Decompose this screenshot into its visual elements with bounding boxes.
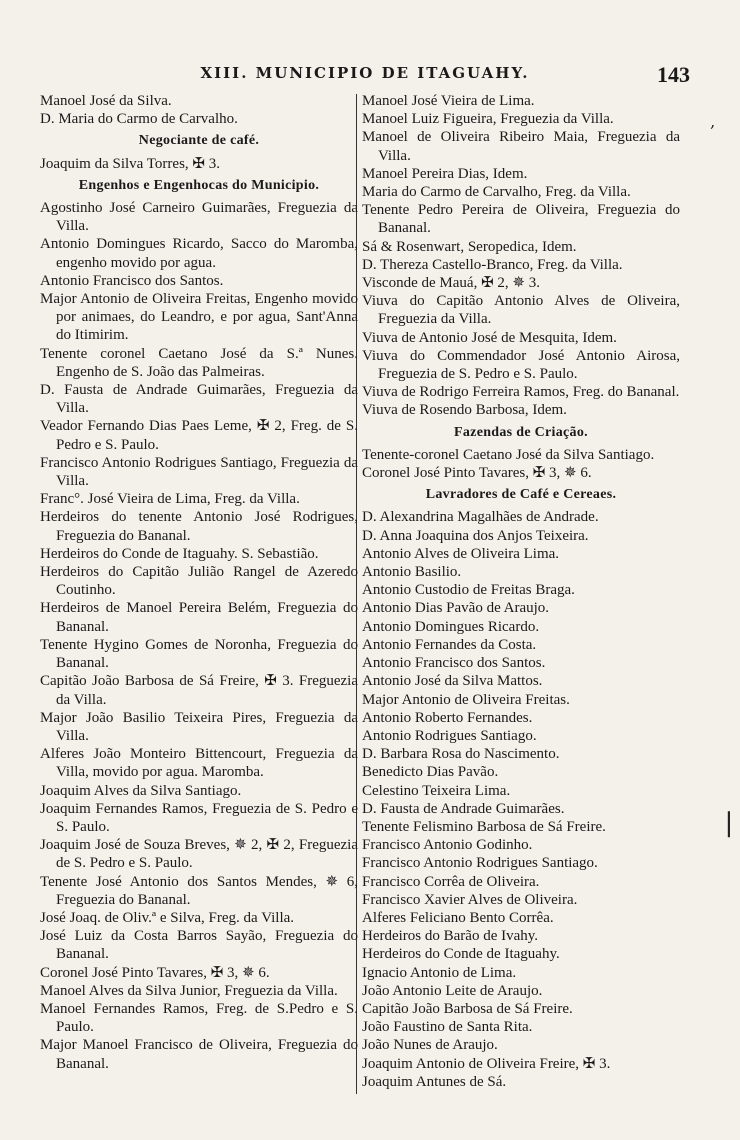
page-header <box>40 62 690 88</box>
list-entry: Joaquim Antonio de Oliveira Freire, ✠ 3. <box>362 1055 611 1072</box>
list-entry: Antonio Domingues Ricardo. <box>362 618 540 635</box>
list-entry: João Faustino de Santa Rita. <box>362 1019 533 1036</box>
list-entry: Manoel de Oliveira Ribeiro Maia, Freguezia da Villa. <box>362 129 680 164</box>
section-heading: Negociante de café. <box>138 133 260 149</box>
list-entry: Herdeiros do Capitão Julião Rangel de Azeredo Coutinho. <box>40 564 358 599</box>
list-entry: Joaquim José de Souza Breves, ✵ 2, ✠ 2, Freguezia de S. Pedro e S. Paulo. <box>40 837 358 872</box>
list-entry: Joaquim da Silva Torres, ✠ 3. <box>40 155 220 172</box>
list-entry: D. Fausta de Andrade Guimarães, Freguezia da Villa. <box>40 382 358 417</box>
list-entry: Francisco Xavier Alves de Oliveira. <box>362 891 578 908</box>
list-entry: Viuva de Antonio José de Mesquita, Idem. <box>362 329 617 346</box>
list-entry: Antonio Dias Pavão de Araujo. <box>362 600 550 617</box>
list-entry: Viuva de Rosendo Barbosa, Idem. <box>362 402 567 419</box>
list-entry: Viuva do Commendador José Antonio Airosa, Freguezia de S. Pedro e S. Paulo. <box>362 347 680 383</box>
list-entry: José Luiz da Costa Barros Sayão, Freguezia do Bananal. <box>40 928 358 963</box>
list-entry: D. Barbara Rosa do Nascimento. <box>362 746 560 763</box>
list-entry: Tenente Pedro Pereira de Oliveira, Freguezia do Bananal. <box>362 202 680 237</box>
list-entry: Joaquim Alves da Silva Santiago. <box>40 782 242 799</box>
list-entry: Alferes Feliciano Bento Corrêa. <box>362 909 554 926</box>
list-entry: Celestino Teixeira Lima. <box>362 782 511 799</box>
list-entry: Antonio Custodio de Freitas Braga. <box>362 582 575 599</box>
list-entry: Viuva do Capitão Antonio Alves de Oliveira, Freguezia da Villa. <box>362 293 680 328</box>
list-entry: Antonio Roberto Fernandes. <box>362 709 533 726</box>
section-heading: Engenhos e Engenhocas do Municipio. <box>78 177 320 193</box>
list-entry: Herdeiros do Conde de Itaguahy. S. Sebastião. <box>40 545 319 562</box>
list-entry: D. Thereza Castello-Branco, Freg. da Villa. <box>362 256 623 273</box>
list-entry: Herdeiros do tenente Antonio José Rodrigues, Freguezia do Bananal. <box>40 509 358 544</box>
list-entry: Manoel José Vieira de Lima. <box>362 93 535 109</box>
list-entry: D. Fausta de Andrade Guimarães. <box>362 800 565 817</box>
list-entry: Ignacio Antonio de Lima. <box>362 964 517 981</box>
list-entry: Antonio Fernandes da Costa. <box>362 636 537 653</box>
list-entry: Alferes João Monteiro Bittencourt, Freguezia da Villa, movido por agua. Maromba. <box>40 746 358 781</box>
list-entry: Herdeiros de Manoel Pereira Belém, Freguezia do Bananal. <box>40 600 358 635</box>
page-number: 143 <box>657 62 690 87</box>
section-heading: Lavradores de Café e Cereaes. <box>425 487 617 503</box>
list-entry: Tenente José Antonio dos Santos Mendes, ✵ 6, Freguezia do Bananal. <box>40 873 358 908</box>
list-entry: Tenente Felismino Barbosa de Sá Freire. <box>362 818 606 835</box>
list-entry: Veador Fernando Dias Paes Leme, ✠ 2, Freg. de S. Pedro e S. Paulo. <box>40 418 358 453</box>
list-entry: Major João Basilio Teixeira Pires, Freguezia da Villa. <box>40 709 358 744</box>
list-entry: Franc°. José Vieira de Lima, Freg. da Villa. <box>40 491 300 508</box>
list-entry: Herdeiros do Barão de Ivahy. <box>362 928 539 945</box>
list-entry: Capitão João Barbosa de Sá Freire. <box>362 1000 573 1017</box>
list-entry: João Antonio Leite de Araujo. <box>362 982 543 999</box>
list-entry: Antonio Domingues Ricardo, Sacco do Maromba, engenho movido por agua. <box>40 236 358 271</box>
list-entry: Tenente coronel Caetano José da S.ª Nunes. Engenho de S. João das Palmeiras. <box>40 345 358 380</box>
list-entry: Capitão João Barbosa de Sá Freire, ✠ 3. Freguezia da Villa. <box>40 673 358 708</box>
list-entry: Major Antonio de Oliveira Freitas, Engenho movido por animaes, do Leandro, e por agua, Sant'Anna do Itimirim. <box>40 291 358 344</box>
list-entry: Francisco Antonio Rodrigues Santiago. <box>362 855 598 872</box>
right-column <box>362 92 680 1091</box>
list-entry: D. Maria do Carmo de Carvalho. <box>40 111 238 128</box>
list-entry: Tenente Hygino Gomes de Noronha, Freguezia do Bananal. <box>40 636 358 672</box>
list-entry: Major Manoel Francisco de Oliveira, Freguezia do Bananal. <box>40 1037 358 1072</box>
list-entry: Maria do Carmo de Carvalho, Freg. da Villa. <box>362 184 631 201</box>
list-entry: Herdeiros do Conde de Itaguahy. <box>362 946 560 963</box>
list-entry: Manoel José da Silva. <box>40 93 172 109</box>
list-entry: Coronel José Pinto Tavares, ✠ 3, ✵ 6. <box>40 964 270 981</box>
list-entry: Joaquim Fernandes Ramos, Freguezia de S. Pedro e S. Paulo. <box>40 800 358 835</box>
list-entry: Joaquim Antunes de Sá. <box>362 1073 507 1090</box>
list-entry: Manoel Pereira Dias, Idem. <box>362 165 528 182</box>
list-entry: Antonio Rodrigues Santiago. <box>362 727 537 744</box>
list-entry: Antonio José da Silva Mattos. <box>362 673 543 690</box>
list-entry: Manoel Alves da Silva Junior, Freguezia da Villa. <box>40 982 338 999</box>
section-heading: Fazendas de Criação. <box>454 424 588 440</box>
list-entry: Visconde de Mauá, ✠ 2, ✵ 3. <box>362 275 540 292</box>
list-entry: Antonio Basilio. <box>362 564 462 581</box>
list-entry: Antonio Alves de Oliveira Lima. <box>362 545 560 562</box>
list-entry: Agostinho José Carneiro Guimarães, Freguezia da Villa. <box>40 200 358 235</box>
list-entry: Major Antonio de Oliveira Freitas. <box>362 691 570 708</box>
list-entry: José Joaq. de Oliv.ª e Silva, Freg. da Villa. <box>40 909 295 926</box>
list-entry: Manoel Fernandes Ramos, Freg. de S.Pedro e S. Paulo. <box>40 1000 358 1036</box>
list-entry: Viuva de Rodrigo Ferreira Ramos, Freg. do Bananal. <box>362 384 680 401</box>
list-entry: Manoel Luiz Figueira, Freguezia da Villa. <box>362 111 614 128</box>
margin-mark: ‚ <box>710 112 716 131</box>
list-entry: Antonio Francisco dos Santos. <box>362 655 546 672</box>
page-title: XIII. MUNICIPIO DE ITAGUAHY. <box>200 64 530 82</box>
list-entry: Coronel José Pinto Tavares, ✠ 3, ✵ 6. <box>362 465 592 482</box>
list-entry: Sá & Rosenwart, Seropedica, Idem. <box>362 238 577 255</box>
list-entry: Benedicto Dias Pavão. <box>362 764 499 781</box>
list-entry: Francisco Antonio Rodrigues Santiago, Freguezia da Villa. <box>40 454 358 490</box>
list-entry: D. Alexandrina Magalhães de Andrade. <box>362 509 599 526</box>
list-entry: Antonio Francisco dos Santos. <box>40 272 224 289</box>
list-entry: Francisco Corrêa de Oliveira. <box>362 873 540 890</box>
list-entry: D. Anna Joaquina dos Anjos Teixeira. <box>362 527 589 544</box>
list-entry: Tenente-coronel Caetano José da Silva Santiago. <box>362 446 655 463</box>
left-column <box>40 92 358 1073</box>
list-entry: Francisco Antonio Godinho. <box>362 837 533 854</box>
margin-mark: ❘ <box>718 808 740 838</box>
list-entry: João Nunes de Araujo. <box>362 1037 498 1054</box>
